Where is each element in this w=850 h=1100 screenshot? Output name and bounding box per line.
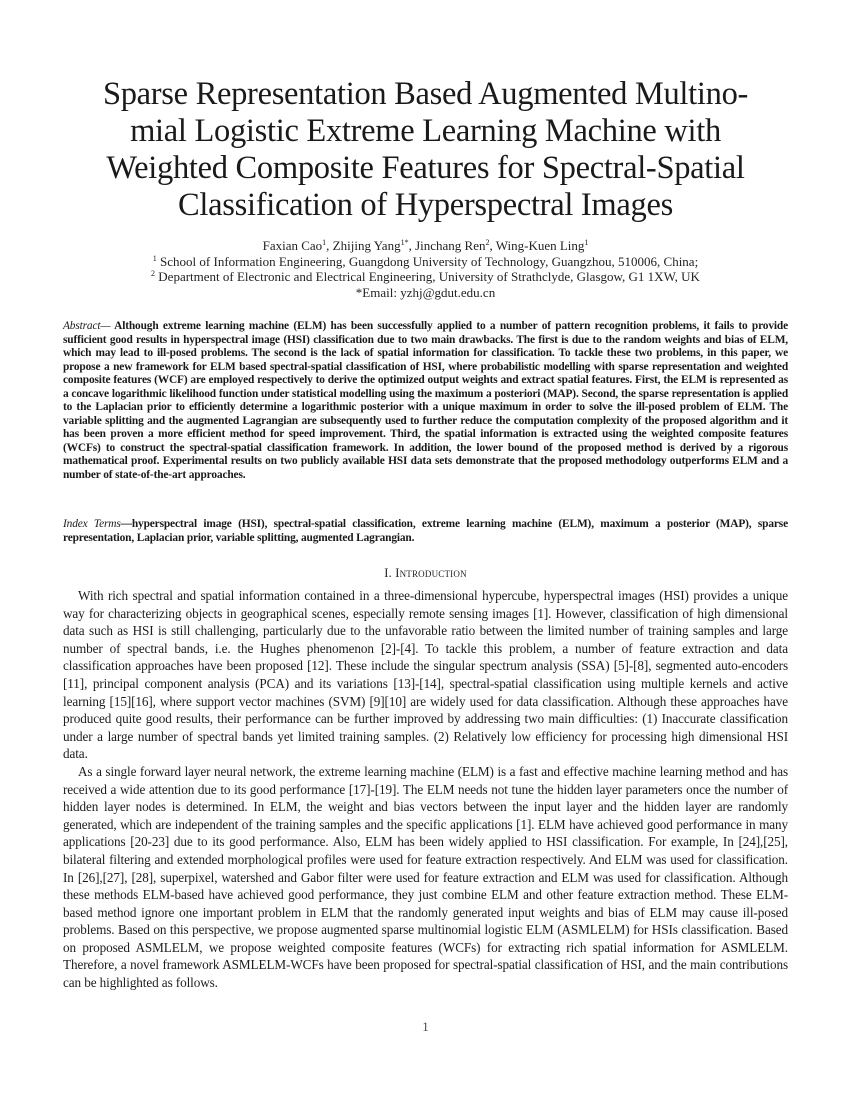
- author-affiliation-mark: 1: [584, 238, 589, 247]
- title-line: Classification of Hyperspectral Images: [178, 187, 673, 223]
- author-name: Faxian Cao: [262, 238, 323, 253]
- affiliation: [63, 254, 788, 270]
- introduction-body: [63, 587, 788, 992]
- page-number: 1: [422, 1020, 429, 1034]
- author-name: Jinchang Ren: [415, 238, 486, 253]
- affiliation-mark: 1: [152, 253, 157, 263]
- corresponding-email: *Email: yzhj@gdut.edu.cn: [355, 284, 496, 300]
- index-terms-text: —hyperspectral image (HSI), spectral-spatial classification, extreme learning machine (ELM), maximum a posterior (MAP), sparse representation, Laplacian prior, variable splitting, augmented Lagrangian.: [63, 518, 788, 544]
- author-affiliation-mark: 1*: [400, 238, 409, 247]
- index-terms-label: Index Terms: [63, 518, 121, 530]
- title-line: Sparse Representation Based Augmented Multino-: [102, 76, 749, 112]
- author-name: Wing-Kuen Ling: [495, 238, 585, 253]
- paragraph: With rich spectral and spatial information contained in a three-dimensional hypercube, hyperspectral images (HSI) provides a unique way for characterizing objects in geographical scenes, especially remote sensing images [1]. However, classification of high dimensional data such as HSI is still challenging, particularly due to the unfavorable ratio between the limited number of training samples and large number of spectral bands, i.e. the Hughes phenomenon [2]-[4]. To tackle this problem, a number of feature extraction and data classification approaches have been proposed [12]. These include the singular spectrum analysis (SSA) [5]-[8], segmented auto-encoders [11], principal component analysis (PCA) and its variations [13]-[14], spectral-spatial classification using multiple kernels and active learning [15][16], where support vector machines (SVM) [9][10] are widely used for data classification. Although these approaches have produced quite good results, their performance can be further improved by addressing two main difficulties: (1) Inaccurate classification under a large number of spectral bands yet limited training samples. (2) Relatively low efficiency for processing high dimensional HSI data.: [63, 588, 788, 762]
- author-name: Zhijing Yang: [332, 238, 401, 253]
- affiliation-mark: 2: [151, 269, 156, 278]
- author-affiliation-mark: 1: [322, 238, 327, 247]
- abstract-text: Although extreme learning machine (ELM) has been successfully applied to a number of pattern recognition problems, it fails to provide sufficient good results in hyperspectral image (HSI) classification due to two main drawbacks. The first is due to the random weights and bias of ELM, which may lead to ill-posed problems. The second is the lack of spatial information for classification. To tackle these two problems, in this paper, we propose a new framework for ELM based spectral-spatial classification of HSI, where probabilistic modelling with sparse representation and weighted composite features (WCF) are employed respectively to derive the optimized output weights and extract spatial features. First, the ELM is represented as a concave logarithmic likelihood function under statistical modelling using the maximum a posteriori (MAP). Second, the sparse representation is applied to the Laplacian prior to efficiently determine a logarithmic posterior with a unique maximum in order to solve the ill-posed problem of ELM. The variable splitting and the augmented Lagrangian are subsequently used to further reduce the computation complexity of the proposed algorithm and it has been proven a more efficient method for speed improvement. Third, the spatial information is extracted using the weighted composite features (WCFs) to construct the spectral-spatial classification framework. In addition, the lower bound of the proposed method is derived by a rigorous mathematical proof. Experimental results on two publicly available HSI data sets demonstrate that the proposed methodology outperforms ELM and a number of state-of-the-art approaches.: [63, 320, 788, 481]
- index-terms: [63, 518, 788, 545]
- author-list: Faxian Cao$^1$, Zhijing Yang$^{1*}$, Jinchang Ren$^2$, Wing-Kuen Ling$^1$: [262, 238, 589, 253]
- title-line: Weighted Composite Features for Spectral-Spatial: [106, 150, 745, 186]
- affiliation-text: Department of Electronic and Electrical Engineering, University of Strathclyde, Glasgow, G1 1XW, UK: [158, 269, 700, 284]
- abstract: [63, 320, 788, 482]
- section-heading: I. Introduction: [384, 566, 467, 580]
- author-block: [63, 238, 788, 300]
- abstract-label: Abstract—: [63, 320, 111, 332]
- title-line: mial Logistic Extreme Learning Machine with: [130, 113, 721, 149]
- paragraph: As a single forward layer neural network, the extreme learning machine (ELM) is a fast and effective machine learning method and has received a wide attention due to its good performance [17]-[19]. The ELM needs not tune the hidden layer parameters once the number of hidden layer nodes is determined. In ELM, the weight and bias vectors between the input layer and the hidden layer are randomly generated, which are independent of the training samples and the specific applications [1]. ELM have achieved good performance in many applications [20-23] due to its good performance. Also, ELM has been widely applied to HSI classification. For example, In [24],[25], bilateral filtering and extended morphological profiles were used for feature extraction respectively. And ELM was used for classification. In [26],[27], [28], superpixel, watershed and Gabor filter were used for feature extraction and ELM was used for classification. Although these methods ELM-based have achieved good performance, they just combine ELM and other feature extraction method. These ELM-based method ignore one important problem in ELM that the randomly generated input weights and bias of ELM may cause ill-posed problems. Based on this perspective, we propose augmented sparse multinomial logistic ELM (ASMLELM) for HSIs classification. Based on proposed ASMLELM, we propose weighted composite features (WCFs) for extracting rich spatial information for ASMLELM. Therefore, a novel framework ASMLELM-WCFs have been proposed for spectral-spatial classification of HSI, and the main contributions can be highlighted as follows.: [63, 763, 788, 991]
- affiliation-text: School of Information Engineering, Guangdong University of Technology, Guangzhou, 510006, China;: [160, 253, 699, 269]
- author-affiliation-mark: 2: [485, 238, 490, 247]
- paper-title: [63, 76, 788, 224]
- affiliation: [63, 269, 788, 285]
